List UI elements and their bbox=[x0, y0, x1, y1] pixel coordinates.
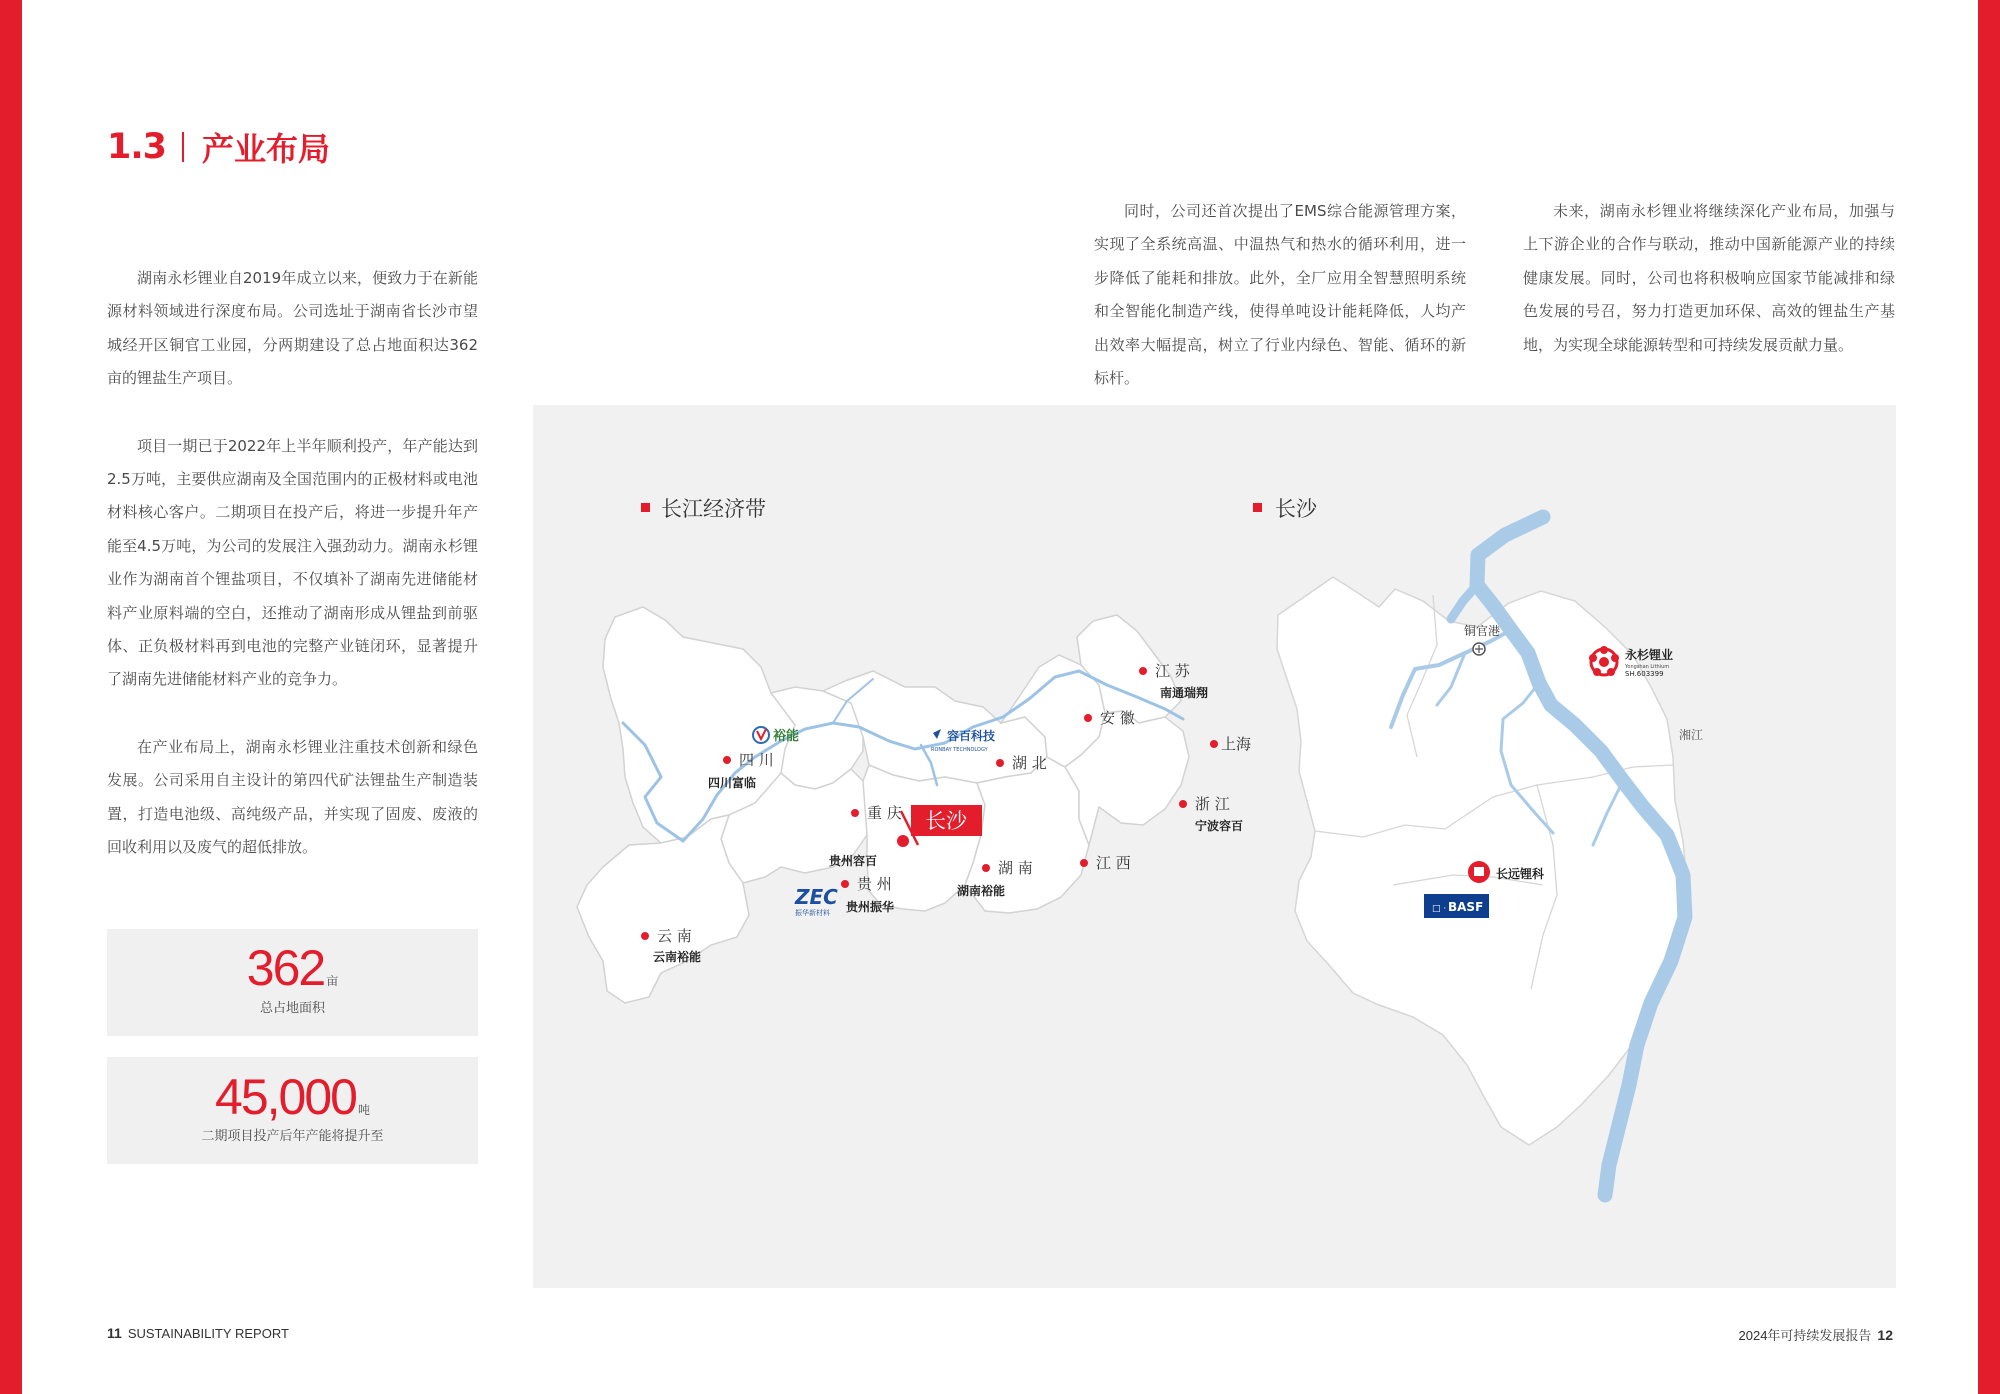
svg-text:重 庆: 重 庆 bbox=[867, 804, 902, 822]
svg-text:□ ·: □ · bbox=[1432, 904, 1447, 914]
stat-unit: 亩 bbox=[326, 974, 339, 988]
svg-text:贵 州: 贵 州 bbox=[857, 875, 892, 893]
left-column-text bbox=[107, 262, 478, 865]
svg-text:四川富临: 四川富临 bbox=[708, 776, 757, 790]
svg-text:上海: 上海 bbox=[1221, 735, 1252, 753]
svg-text:南通瑞翔: 南通瑞翔 bbox=[1160, 686, 1209, 700]
svg-text:安 徽: 安 徽 bbox=[1100, 709, 1135, 727]
map-right-heading: 长沙 bbox=[1275, 497, 1317, 521]
stat-card-area bbox=[107, 929, 478, 1036]
heading-marker bbox=[641, 503, 650, 512]
svg-text:BASF: BASF bbox=[1448, 900, 1484, 914]
stat-value: 45,000 bbox=[215, 1069, 356, 1125]
svg-text:贵州振华: 贵州振华 bbox=[846, 900, 895, 914]
section-number: 1.3 bbox=[107, 127, 167, 167]
svg-text:湖南裕能: 湖南裕能 bbox=[957, 884, 1006, 898]
left-red-edge bbox=[0, 0, 22, 1394]
svg-text:振华新材料: 振华新材料 bbox=[795, 909, 830, 917]
svg-text:湖 北: 湖 北 bbox=[1012, 754, 1047, 772]
stat-label: 二期项目投产后年产能将提升至 bbox=[201, 1129, 384, 1144]
middle-column-text bbox=[1094, 195, 1466, 395]
map-panel bbox=[533, 405, 1896, 1288]
page-number-right: 12 bbox=[1877, 1327, 1893, 1343]
svg-text:江 苏: 江 苏 bbox=[1155, 662, 1190, 680]
footer-left bbox=[107, 1325, 289, 1341]
changsha-tag: 长沙 bbox=[925, 809, 967, 833]
page-number-left: 11 bbox=[107, 1325, 122, 1341]
stat-card-capacity bbox=[107, 1057, 478, 1164]
paragraph: 湖南永杉锂业自2019年成立以来，便致力于在新能源材料领域进行深度布局。公司选址于湖南省长沙市望城经开区铜官工业园，分两期建设了总占地面积达362亩的锂盐生产项目。 bbox=[107, 269, 478, 388]
svg-text:云 南: 云 南 bbox=[657, 927, 692, 945]
province-shanghai-label bbox=[1210, 735, 1251, 753]
section-heading: 产业布局 bbox=[202, 130, 331, 168]
svg-text:永杉锂业: 永杉锂业 bbox=[1625, 648, 1674, 662]
paragraph: 在产业布局上，湖南永杉锂业注重技术创新和绿色发展。公司采用自主设计的第四代矿法锂盐生产制造装置，打造电池级、高纯级产品，并实现了固废、废液的回收利用以及废气的超低排放。 bbox=[107, 737, 478, 857]
section-title bbox=[107, 124, 330, 170]
paragraph: 同时，公司还首次提出了EMS综合能源管理方案，实现了全系统高温、中温热气和热水的循环利用，进一步降低了能耗和排放。此外，全厂应用全智慧照明系统和全智能化制造产线，使得单吨设计能耗降低，人均产出效率大幅提高，树立了行业内绿色、智能、循环的新标杆。 bbox=[1094, 202, 1466, 388]
stat-label: 总占地面积 bbox=[259, 1001, 325, 1016]
right-column-text bbox=[1523, 195, 1895, 362]
right-red-edge bbox=[1978, 0, 2000, 1394]
map-svg bbox=[533, 405, 1896, 1288]
stat-value: 362 bbox=[246, 940, 325, 996]
zec-logo bbox=[794, 885, 838, 917]
paragraph: 项目一期已于2022年上半年顺利投产，年产能达到2.5万吨，主要供应湖南及全国范围内的正极材料或电池材料核心客户。二期项目在投产后，将进一步提升年产能至4.5万吨，为公司的发展注入强劲动力。湖南永杉锂业作为湖南首个锂盐项目，不仅填补了湖南先进储能材料产业原料端的空白，还推动了湖南形成从锂盐到前驱体、正负极材料再到电池的完整产业链闭环，显著提升了湖南先进储能材料产业的竞争力。 bbox=[107, 436, 478, 689]
footer-left-text: SUSTAINABILITY REPORT bbox=[127, 1326, 289, 1341]
title-divider bbox=[182, 132, 184, 162]
svg-text:江 西: 江 西 bbox=[1096, 854, 1131, 872]
province-zhejiang-label bbox=[1179, 795, 1243, 833]
basf-logo bbox=[1424, 894, 1489, 918]
heading-marker bbox=[1253, 503, 1262, 512]
svg-text:SH.603399: SH.603399 bbox=[1625, 670, 1664, 678]
svg-text:容百科技: 容百科技 bbox=[947, 729, 996, 743]
svg-text:Yongshan Lithium: Yongshan Lithium bbox=[1625, 664, 1670, 670]
river-label: 湘江 bbox=[1679, 728, 1704, 742]
footer-right-text: 2024年可持续发展报告 bbox=[1738, 1328, 1872, 1343]
svg-text:云南裕能: 云南裕能 bbox=[653, 950, 702, 964]
footer-right bbox=[1739, 1325, 1894, 1344]
svg-text:长远锂科: 长远锂科 bbox=[1496, 867, 1545, 881]
svg-text:铜官港: 铜官港 bbox=[1464, 624, 1501, 638]
svg-text:RONBAY TECHNOLOGY: RONBAY TECHNOLOGY bbox=[931, 747, 988, 753]
svg-text:裕能: 裕能 bbox=[773, 729, 800, 744]
svg-text:贵州容百: 贵州容百 bbox=[829, 854, 878, 868]
svg-text:四 川: 四 川 bbox=[739, 751, 774, 769]
map-left-heading: 长江经济带 bbox=[661, 497, 766, 521]
paragraph: 未来，湖南永杉锂业将继续深化产业布局，加强与上下游企业的合作与联动，推动中国新能源产业的持续健康发展。同时，公司也将积极响应国家节能减排和绿色发展的号召，努力打造更加环保、高效的锂盐生产基地，为实现全球能源转型和可持续发展贡献力量。 bbox=[1523, 202, 1895, 354]
svg-text:ZEC: ZEC bbox=[795, 885, 838, 909]
svg-text:湖 南: 湖 南 bbox=[998, 859, 1033, 877]
svg-text:宁波容百: 宁波容百 bbox=[1195, 819, 1244, 833]
svg-text:浙 江: 浙 江 bbox=[1195, 795, 1230, 813]
changsha-outline bbox=[1277, 577, 1687, 1145]
stat-unit: 吨 bbox=[357, 1103, 370, 1117]
province-jiangxi-label bbox=[1080, 854, 1131, 872]
